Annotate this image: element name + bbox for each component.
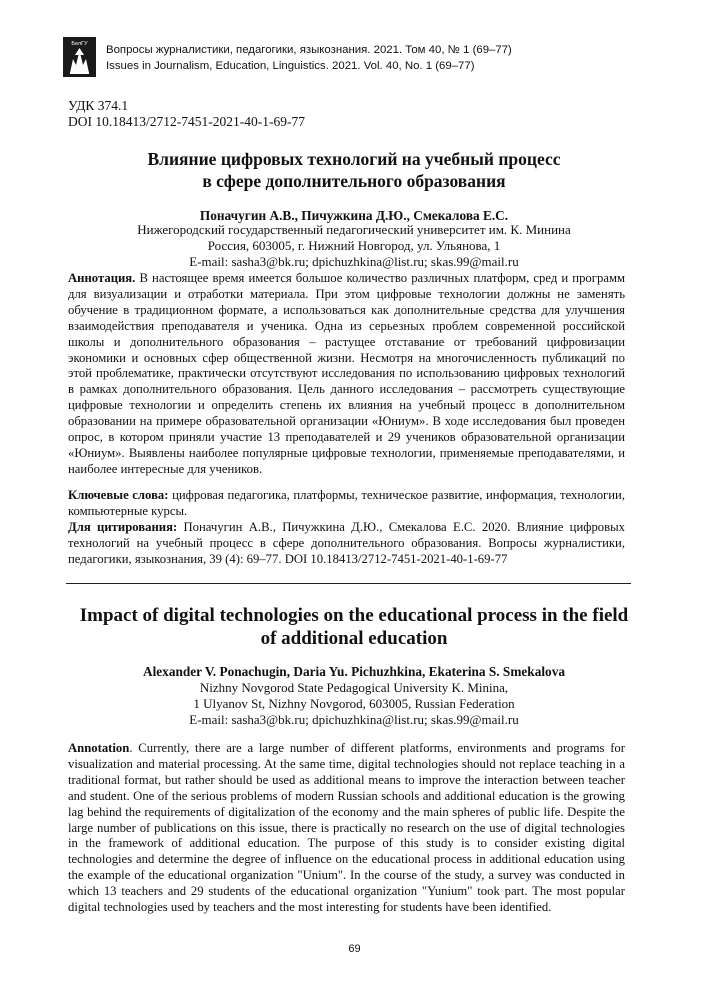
abstract-ru <box>68 271 625 478</box>
journal-title-en: Issues in Journalism, Education, Linguistics. 2021. Vol. 40, No. 1 (69–77) <box>106 60 475 72</box>
abstract-ru-text: В настоящее время имеется большое количество различных платформ, сред и программ для визуализации и отработки материала. При этом цифровые технологии должны не заменять обучение в традиционном формате, а использоваться как дополнительные средства для улучшения взаимодействия преподавателя и ученика. Одна из серьезных проблем современной российской школы и дополнительного образования – растущее отставание от требований цифровизации экономики и основных сфер общественной жизни. Несмотря на многочисленность публикаций по этой проблематике, практически отсутствуют исследования по использованию цифровых технологий в рамках дополнительного образования. Цель данного исследования – рассмотреть существующие цифровые технологии и определить степень их влияния на учебный процесс в дополнительном образовании на примере образовательной организации «Юниум». В ходе исследования был проведен опрос, в котором приняли участие 13 преподавателей и 29 учеников образовательной организации «Юниум». Выявлены наиболее популярные цифровые технологии, применяемые преподавателями, и наиболее интересные для учеников. <box>68 271 626 476</box>
udk-doi-block <box>68 98 305 130</box>
title-en-line-2: of additional education <box>260 628 448 649</box>
page-number: 69 <box>348 943 361 955</box>
logo-text: БелГУ <box>71 41 88 47</box>
affiliation-ru-address: Россия, 603005, г. Нижний Новгород, ул. Ульянова, 1 <box>207 238 501 253</box>
keywords-ru <box>68 488 625 520</box>
abstract-ru-label: Аннотация. <box>68 271 136 285</box>
doi: DOI 10.18413/2712-7451-2021-40-1-69-77 <box>68 114 305 129</box>
abstract-en <box>68 741 625 916</box>
affiliation-ru-name: Нижегородский государственный педагогический университет им. К. Минина <box>137 222 571 237</box>
affiliation-ru <box>60 222 648 270</box>
citation-ru-label: Для цитирования: <box>68 520 178 534</box>
citation-ru <box>68 520 625 568</box>
journal-info <box>106 42 512 74</box>
keywords-ru-text: цифровая педагогика, платформы, техническое развитие, информация, технологии, компьютерные курсы. <box>68 488 625 518</box>
keywords-ru-label: Ключевые слова: <box>68 488 169 502</box>
authors-en: Alexander V. Ponachugin, Daria Yu. Pichuzhkina, Ekaterina S. Smekalova <box>142 664 565 679</box>
affiliation-en <box>60 680 648 728</box>
journal-title-ru: Вопросы журналистики, педагогики, языкознания. 2021. Том 40, № 1 (69–77) <box>106 44 512 56</box>
title-en-line-1: Impact of digital technologies on the educational process in the field <box>79 605 629 626</box>
email-en: E-mail: sasha3@bk.ru; dpichuzhkina@list.ru; skas.99@mail.ru <box>189 712 519 727</box>
email-ru: E-mail: sasha3@bk.ru; dpichuzhkina@list.ru; skas.99@mail.ru <box>189 254 519 269</box>
abstract-en-text: . Currently, there are a large number of different platforms, environments and programs for visualization and material processing. At the same time, digital technologies should not replace teaching in a traditional format, but rather should be used as additional means to improve the interaction between teacher and student. One of the serious problems of modern Russian schools and additional education is the growing lag behind the requirements of digitalization of the economy and the main spheres of public life. Despite the large number of publications on this issue, there is practically no research on the use of digital technologies in the framework of additional education. The purpose of this study is to consider existing digital technologies and determine the degree of influence on the educational process in additional education using the example of the educational organization "Unium". In the course of the study, a survey was conducted in which 13 teachers and 29 students of the educational organization "Yunium" took part. The most popular digital technologies used by teachers and the most interesting for students have been identified. <box>68 741 625 915</box>
journal-header <box>63 37 663 77</box>
title-ru-line-2: в сфере дополнительного образования <box>202 171 506 191</box>
abstract-en-label: Annotation <box>68 741 130 755</box>
affiliation-en-address: 1 Ulyanov St, Nizhny Novgorod, 603005, Russian Federation <box>193 696 515 711</box>
affiliation-en-name: Nizhny Novgorod State Pedagogical University K. Minina, <box>199 680 509 695</box>
article-title-en <box>60 604 648 650</box>
title-ru-line-1: Влияние цифровых технологий на учебный процесс <box>147 149 561 169</box>
section-divider <box>66 583 631 584</box>
authors-ru: Поначугин А.В., Пичужкина Д.Ю., Смекалова Е.С. <box>199 208 509 223</box>
article-title-ru <box>60 148 648 192</box>
university-logo-icon <box>63 37 96 77</box>
citation-ru-text: Поначугин А.В., Пичужкина Д.Ю., Смекалова Е.С. 2020. Влияние цифровых технологий на учебный процесс в сфере дополнительного образования. Вопросы журналистики, педагогики, языкознания, 39 (4): 69–77. DOI 10.18413/2712-7451-2021-40-1-69-77 <box>68 520 626 566</box>
udk-code: УДК 374.1 <box>68 98 129 113</box>
